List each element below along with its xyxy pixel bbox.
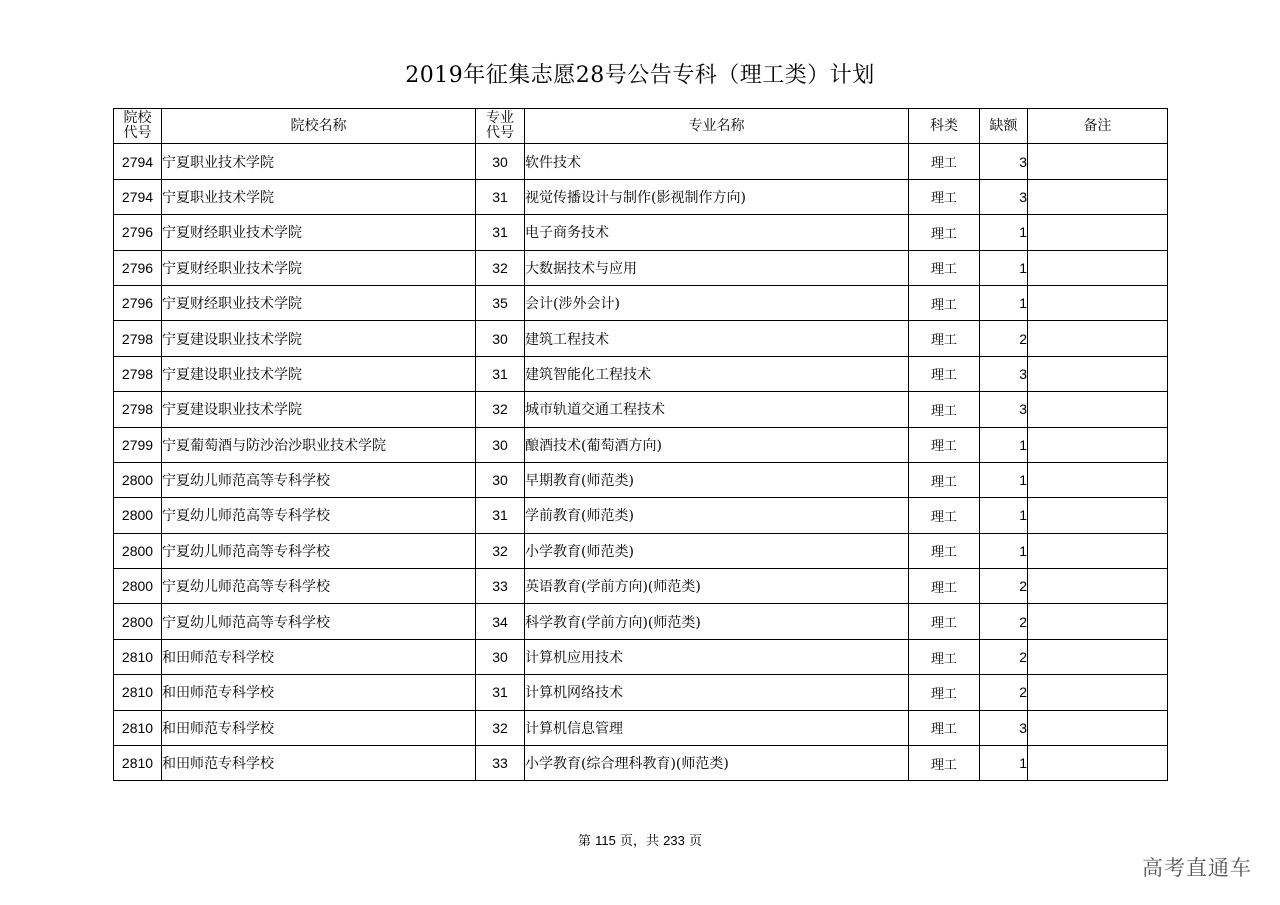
category-cell: 理工 xyxy=(909,285,980,320)
major-code-cell: 35 xyxy=(476,285,525,320)
major-name-cell: 建筑工程技术 xyxy=(525,321,909,356)
vacancy-cell: 3 xyxy=(980,392,1028,427)
remarks-cell xyxy=(1028,392,1168,427)
header-school-name: 院校名称 xyxy=(162,109,476,144)
school-name-cell: 宁夏建设职业技术学院 xyxy=(162,392,476,427)
school-code-cell: 2810 xyxy=(114,639,162,674)
remarks-cell xyxy=(1028,144,1168,179)
school-code-cell: 2796 xyxy=(114,215,162,250)
admission-plan-table xyxy=(113,108,1168,781)
school-name-cell: 宁夏职业技术学院 xyxy=(162,144,476,179)
school-name-cell: 宁夏幼儿师范高等专科学校 xyxy=(162,462,476,497)
major-name-cell: 小学教育(师范类) xyxy=(525,533,909,568)
vacancy-cell: 3 xyxy=(980,710,1028,745)
vacancy-cell: 1 xyxy=(980,285,1028,320)
watermark-text: 高考直通车 xyxy=(1142,856,1252,880)
vacancy-cell: 1 xyxy=(980,533,1028,568)
school-code-cell: 2800 xyxy=(114,462,162,497)
vacancy-cell: 2 xyxy=(980,675,1028,710)
table-row xyxy=(114,533,1168,568)
header-vacancy: 缺额 xyxy=(980,109,1028,144)
remarks-cell xyxy=(1028,746,1168,781)
school-name-cell: 和田师范专科学校 xyxy=(162,710,476,745)
major-name-cell: 小学教育(综合理科教育)(师范类) xyxy=(525,746,909,781)
major-code-cell: 32 xyxy=(476,710,525,745)
major-name-cell: 早期教育(师范类) xyxy=(525,462,909,497)
school-name-cell: 宁夏葡萄酒与防沙治沙职业技术学院 xyxy=(162,427,476,462)
major-code-cell: 33 xyxy=(476,569,525,604)
major-name-cell: 计算机网络技术 xyxy=(525,675,909,710)
table-row xyxy=(114,498,1168,533)
major-name-cell: 会计(涉外会计) xyxy=(525,285,909,320)
table-row xyxy=(114,144,1168,179)
school-name-cell: 宁夏职业技术学院 xyxy=(162,179,476,214)
category-cell: 理工 xyxy=(909,639,980,674)
school-name-cell: 和田师范专科学校 xyxy=(162,746,476,781)
major-code-cell: 32 xyxy=(476,392,525,427)
table-row xyxy=(114,179,1168,214)
major-code-cell: 32 xyxy=(476,250,525,285)
table-row xyxy=(114,639,1168,674)
school-code-cell: 2800 xyxy=(114,498,162,533)
category-cell: 理工 xyxy=(909,604,980,639)
major-name-cell: 计算机应用技术 xyxy=(525,639,909,674)
header-major-code: 专业 代号 xyxy=(476,109,525,144)
table-row xyxy=(114,356,1168,391)
school-code-cell: 2796 xyxy=(114,285,162,320)
school-code-cell: 2810 xyxy=(114,675,162,710)
remarks-cell xyxy=(1028,285,1168,320)
vacancy-cell: 1 xyxy=(980,462,1028,497)
school-code-cell: 2794 xyxy=(114,144,162,179)
vacancy-cell: 1 xyxy=(980,498,1028,533)
table-row xyxy=(114,285,1168,320)
school-name-cell: 和田师范专科学校 xyxy=(162,639,476,674)
table-row xyxy=(114,604,1168,639)
table-row xyxy=(114,321,1168,356)
school-name-cell: 宁夏建设职业技术学院 xyxy=(162,321,476,356)
remarks-cell xyxy=(1028,675,1168,710)
school-code-cell: 2810 xyxy=(114,746,162,781)
school-code-cell: 2799 xyxy=(114,427,162,462)
header-category: 科类 xyxy=(909,109,980,144)
major-name-cell: 酿酒技术(葡萄酒方向) xyxy=(525,427,909,462)
category-cell: 理工 xyxy=(909,675,980,710)
vacancy-cell: 1 xyxy=(980,250,1028,285)
category-cell: 理工 xyxy=(909,179,980,214)
major-name-cell: 城市轨道交通工程技术 xyxy=(525,392,909,427)
school-name-cell: 宁夏财经职业技术学院 xyxy=(162,285,476,320)
page-title: 2019年征集志愿28号公告专科（理工类）计划 xyxy=(405,63,875,88)
category-cell: 理工 xyxy=(909,746,980,781)
vacancy-cell: 3 xyxy=(980,144,1028,179)
vacancy-cell: 3 xyxy=(980,356,1028,391)
major-code-cell: 30 xyxy=(476,427,525,462)
major-code-cell: 30 xyxy=(476,144,525,179)
school-name-cell: 宁夏幼儿师范高等专科学校 xyxy=(162,498,476,533)
school-name-cell: 宁夏财经职业技术学院 xyxy=(162,215,476,250)
major-code-cell: 30 xyxy=(476,639,525,674)
major-name-cell: 建筑智能化工程技术 xyxy=(525,356,909,391)
remarks-cell xyxy=(1028,215,1168,250)
vacancy-cell: 2 xyxy=(980,569,1028,604)
remarks-cell xyxy=(1028,462,1168,497)
major-name-cell: 英语教育(学前方向)(师范类) xyxy=(525,569,909,604)
major-code-cell: 30 xyxy=(476,321,525,356)
major-code-cell: 31 xyxy=(476,498,525,533)
major-code-cell: 33 xyxy=(476,746,525,781)
major-code-cell: 31 xyxy=(476,179,525,214)
table-header-row xyxy=(114,109,1168,144)
major-code-cell: 30 xyxy=(476,462,525,497)
category-cell: 理工 xyxy=(909,356,980,391)
school-name-cell: 宁夏财经职业技术学院 xyxy=(162,250,476,285)
remarks-cell xyxy=(1028,250,1168,285)
major-name-cell: 科学教育(学前方向)(师范类) xyxy=(525,604,909,639)
table-row xyxy=(114,250,1168,285)
table-row xyxy=(114,427,1168,462)
major-name-cell: 学前教育(师范类) xyxy=(525,498,909,533)
category-cell: 理工 xyxy=(909,498,980,533)
major-code-cell: 32 xyxy=(476,533,525,568)
school-name-cell: 和田师范专科学校 xyxy=(162,675,476,710)
category-cell: 理工 xyxy=(909,462,980,497)
major-name-cell: 大数据技术与应用 xyxy=(525,250,909,285)
remarks-cell xyxy=(1028,498,1168,533)
school-name-cell: 宁夏幼儿师范高等专科学校 xyxy=(162,533,476,568)
header-school-code: 院校 代号 xyxy=(114,109,162,144)
remarks-cell xyxy=(1028,321,1168,356)
major-code-cell: 31 xyxy=(476,215,525,250)
category-cell: 理工 xyxy=(909,321,980,356)
remarks-cell xyxy=(1028,356,1168,391)
total-page-number: 233 xyxy=(663,833,685,848)
header-remarks: 备注 xyxy=(1028,109,1168,144)
category-cell: 理工 xyxy=(909,427,980,462)
major-code-cell: 31 xyxy=(476,675,525,710)
remarks-cell xyxy=(1028,569,1168,604)
school-name-cell: 宁夏建设职业技术学院 xyxy=(162,356,476,391)
school-code-cell: 2798 xyxy=(114,321,162,356)
vacancy-cell: 2 xyxy=(980,604,1028,639)
school-name-cell: 宁夏幼儿师范高等专科学校 xyxy=(162,604,476,639)
remarks-cell xyxy=(1028,639,1168,674)
major-name-cell: 软件技术 xyxy=(525,144,909,179)
vacancy-cell: 1 xyxy=(980,427,1028,462)
category-cell: 理工 xyxy=(909,215,980,250)
school-code-cell: 2798 xyxy=(114,356,162,391)
school-code-cell: 2800 xyxy=(114,533,162,568)
table-row xyxy=(114,462,1168,497)
table-row xyxy=(114,710,1168,745)
major-name-cell: 电子商务技术 xyxy=(525,215,909,250)
vacancy-cell: 3 xyxy=(980,179,1028,214)
table-row xyxy=(114,392,1168,427)
category-cell: 理工 xyxy=(909,533,980,568)
school-code-cell: 2810 xyxy=(114,710,162,745)
table-row xyxy=(114,215,1168,250)
remarks-cell xyxy=(1028,710,1168,745)
table-row xyxy=(114,675,1168,710)
table-row xyxy=(114,569,1168,604)
school-code-cell: 2796 xyxy=(114,250,162,285)
remarks-cell xyxy=(1028,533,1168,568)
school-code-cell: 2798 xyxy=(114,392,162,427)
vacancy-cell: 2 xyxy=(980,321,1028,356)
school-code-cell: 2800 xyxy=(114,604,162,639)
category-cell: 理工 xyxy=(909,710,980,745)
category-cell: 理工 xyxy=(909,144,980,179)
school-name-cell: 宁夏幼儿师范高等专科学校 xyxy=(162,569,476,604)
major-code-cell: 34 xyxy=(476,604,525,639)
remarks-cell xyxy=(1028,427,1168,462)
vacancy-cell: 1 xyxy=(980,746,1028,781)
page-footer: 第 115 页，共 233 页 xyxy=(578,833,702,849)
current-page-number: 115 xyxy=(595,833,616,848)
major-code-cell: 31 xyxy=(476,356,525,391)
category-cell: 理工 xyxy=(909,250,980,285)
school-code-cell: 2794 xyxy=(114,179,162,214)
remarks-cell xyxy=(1028,179,1168,214)
category-cell: 理工 xyxy=(909,392,980,427)
school-code-cell: 2800 xyxy=(114,569,162,604)
header-major-name: 专业名称 xyxy=(525,109,909,144)
table-row xyxy=(114,746,1168,781)
major-name-cell: 视觉传播设计与制作(影视制作方向) xyxy=(525,179,909,214)
remarks-cell xyxy=(1028,604,1168,639)
major-name-cell: 计算机信息管理 xyxy=(525,710,909,745)
category-cell: 理工 xyxy=(909,569,980,604)
vacancy-cell: 1 xyxy=(980,215,1028,250)
vacancy-cell: 2 xyxy=(980,639,1028,674)
